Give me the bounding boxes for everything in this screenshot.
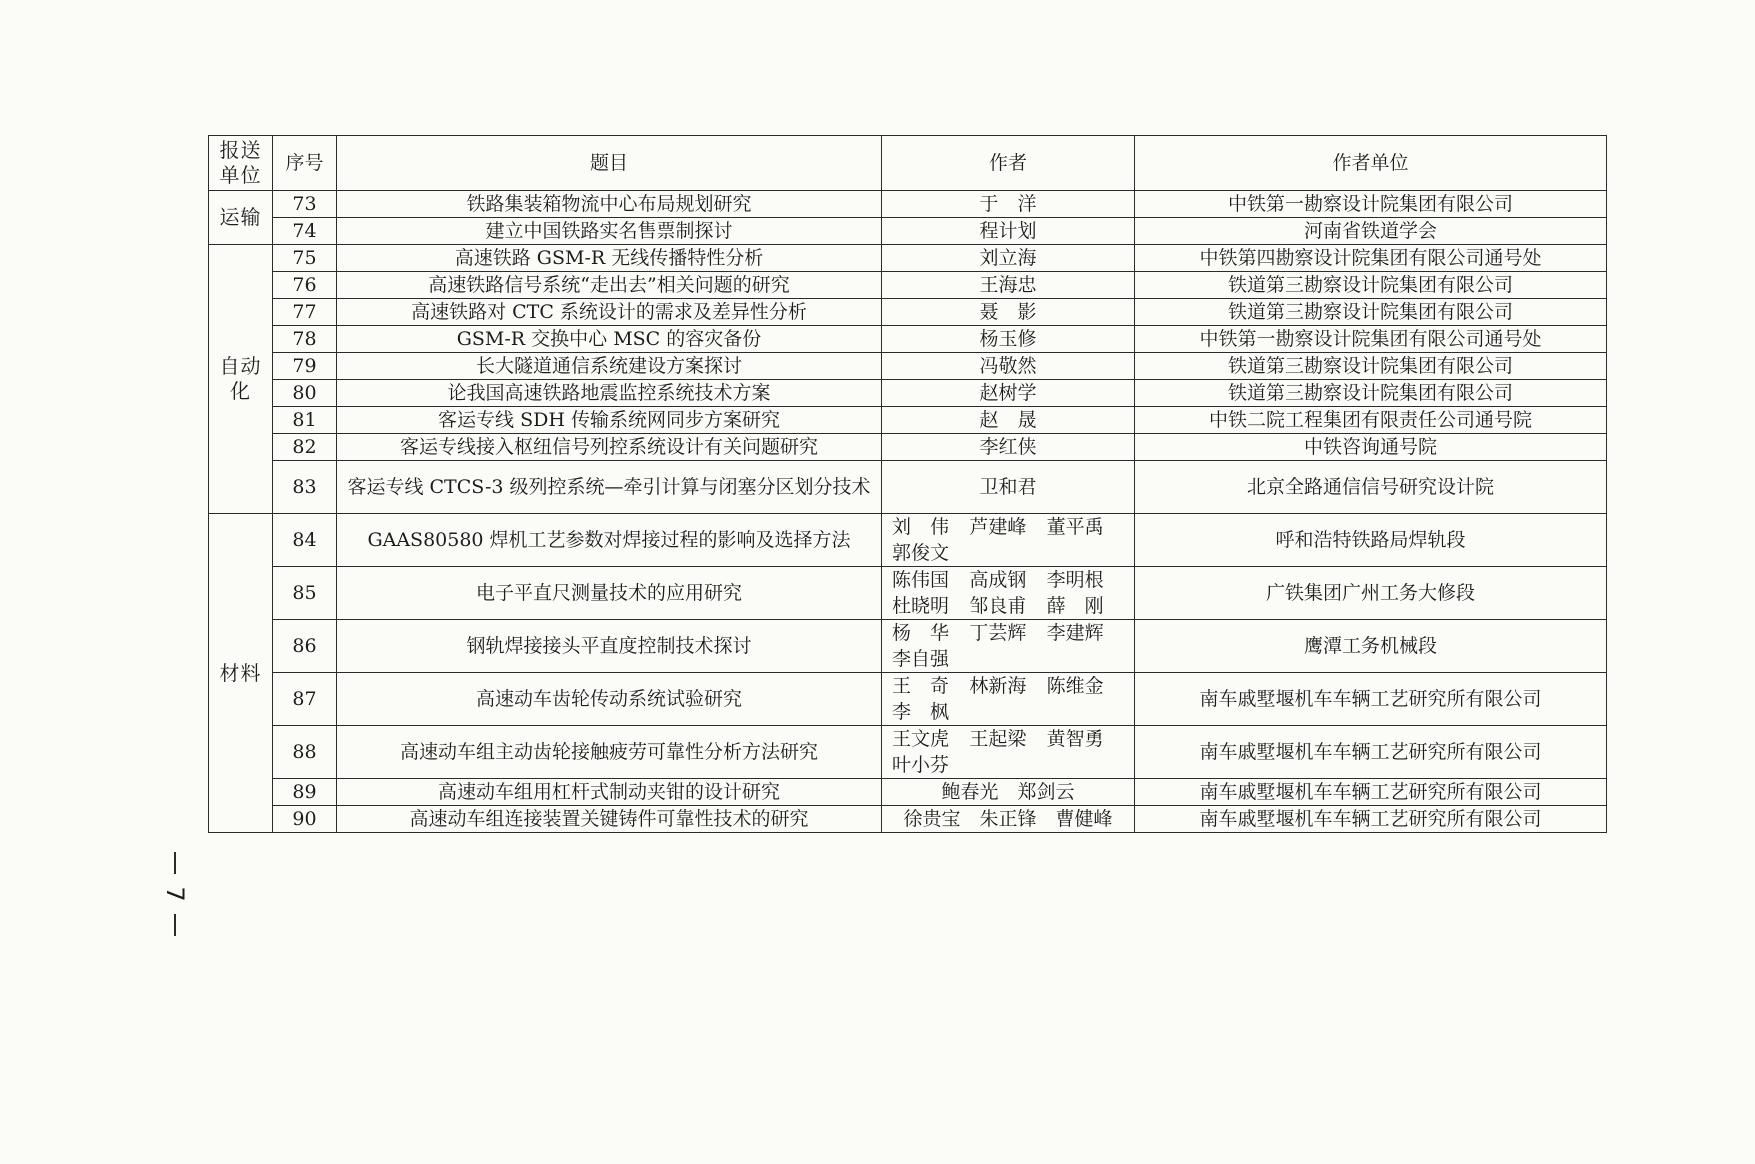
table-row xyxy=(209,434,1607,461)
organization-cell: 南车戚墅堰机车车辆工艺研究所有限公司 xyxy=(1135,726,1607,779)
author-name: 王 奇 xyxy=(892,675,950,697)
serial-number-cell: 73 xyxy=(273,191,337,218)
serial-number-cell: 89 xyxy=(273,779,337,806)
organization-cell: 中铁二院工程集团有限责任公司通号院 xyxy=(1135,407,1607,434)
serial-number-cell: 86 xyxy=(273,620,337,673)
organization-cell: 中铁第一勘察设计院集团有限公司 xyxy=(1135,191,1607,218)
organization-cell: 铁道第三勘察设计院集团有限公司 xyxy=(1135,299,1607,326)
serial-number-cell: 78 xyxy=(273,326,337,353)
serial-number-cell: 82 xyxy=(273,434,337,461)
header-author: 作者 xyxy=(882,136,1135,191)
author-grid xyxy=(886,567,1130,619)
organization-cell: 铁道第三勘察设计院集团有限公司 xyxy=(1135,353,1607,380)
authors-cell: 鲍春光 郑剑云 xyxy=(882,779,1135,806)
table-row xyxy=(209,272,1607,299)
author-grid xyxy=(886,673,1130,725)
group-unit-cell: 自动化 xyxy=(209,245,273,514)
organization-cell: 中铁咨询通号院 xyxy=(1135,434,1607,461)
title-cell: 高速铁路对 CTC 系统设计的需求及差异性分析 xyxy=(337,299,882,326)
author-grid xyxy=(886,514,1130,566)
serial-number-cell: 84 xyxy=(273,514,337,567)
author-name: 李明根 xyxy=(1046,569,1104,591)
organization-cell: 鹰潭工务机械段 xyxy=(1135,620,1607,673)
table-row xyxy=(209,191,1607,218)
organization-cell: 南车戚墅堰机车车辆工艺研究所有限公司 xyxy=(1135,779,1607,806)
author-name: 薛 刚 xyxy=(1046,595,1104,617)
title-cell: 铁路集装箱物流中心布局规划研究 xyxy=(337,191,882,218)
authors-cell xyxy=(882,726,1135,779)
author-name: 陈维金 xyxy=(1046,675,1104,697)
organization-cell: 南车戚墅堰机车车辆工艺研究所有限公司 xyxy=(1135,806,1607,833)
author-name: 李自强 xyxy=(892,648,950,670)
title-cell: 高速动车组主动齿轮接触疲劳可靠性分析方法研究 xyxy=(337,726,882,779)
authors-cell: 赵树学 xyxy=(882,380,1135,407)
serial-number-cell: 74 xyxy=(273,218,337,245)
organization-cell: 广铁集团广州工务大修段 xyxy=(1135,567,1607,620)
authors-cell: 杨玉修 xyxy=(882,326,1135,353)
table-row xyxy=(209,380,1607,407)
serial-number-cell: 76 xyxy=(273,272,337,299)
authors-cell: 刘立海 xyxy=(882,245,1135,272)
table-header-row xyxy=(209,136,1607,191)
organization-cell: 中铁第一勘察设计院集团有限公司通号处 xyxy=(1135,326,1607,353)
serial-number-cell: 83 xyxy=(273,461,337,514)
title-cell: 电子平直尺测量技术的应用研究 xyxy=(337,567,882,620)
organization-cell: 北京全路通信信号研究设计院 xyxy=(1135,461,1607,514)
group-unit-cell: 材料 xyxy=(209,514,273,833)
author-name: 高成钢 xyxy=(969,569,1027,591)
title-cell: 建立中国铁路实名售票制探讨 xyxy=(337,218,882,245)
header-org: 作者单位 xyxy=(1135,136,1607,191)
author-name: 邹良甫 xyxy=(969,595,1027,617)
authors-cell xyxy=(882,567,1135,620)
organization-cell: 呼和浩特铁路局焊轨段 xyxy=(1135,514,1607,567)
table-row xyxy=(209,245,1607,272)
table-row xyxy=(209,461,1607,514)
author-name: 刘 伟 xyxy=(892,516,950,538)
title-cell: 高速动车组连接装置关键铸件可靠性技术的研究 xyxy=(337,806,882,833)
authors-cell xyxy=(882,514,1135,567)
authors-cell: 王海忠 xyxy=(882,272,1135,299)
serial-number-cell: 87 xyxy=(273,673,337,726)
table-row xyxy=(209,353,1607,380)
title-cell: 论我国高速铁路地震监控系统技术方案 xyxy=(337,380,882,407)
author-name: 李 枫 xyxy=(892,701,950,723)
organization-cell: 河南省铁道学会 xyxy=(1135,218,1607,245)
table-row xyxy=(209,326,1607,353)
authors-cell: 李红侠 xyxy=(882,434,1135,461)
organization-cell: 铁道第三勘察设计院集团有限公司 xyxy=(1135,380,1607,407)
title-cell: GAAS80580 焊机工艺参数对焊接过程的影响及选择方法 xyxy=(337,514,882,567)
table-row xyxy=(209,806,1607,833)
title-cell: 钢轨焊接接头平直度控制技术探讨 xyxy=(337,620,882,673)
header-title: 题目 xyxy=(337,136,882,191)
serial-number-cell: 81 xyxy=(273,407,337,434)
authors-cell: 赵 晟 xyxy=(882,407,1135,434)
authors-cell xyxy=(882,620,1135,673)
title-cell: 高速铁路信号系统“走出去”相关问题的研究 xyxy=(337,272,882,299)
serial-number-cell: 75 xyxy=(273,245,337,272)
author-name: 杜晓明 xyxy=(892,595,950,617)
serial-number-cell: 88 xyxy=(273,726,337,779)
title-cell: 高速铁路 GSM-R 无线传播特性分析 xyxy=(337,245,882,272)
table-row xyxy=(209,620,1607,673)
serial-number-cell: 79 xyxy=(273,353,337,380)
title-cell: 客运专线 SDH 传输系统网同步方案研究 xyxy=(337,407,882,434)
table-row xyxy=(209,673,1607,726)
title-cell: 长大隧道通信系统建设方案探讨 xyxy=(337,353,882,380)
title-cell: 高速动车组用杠杆式制动夹钳的设计研究 xyxy=(337,779,882,806)
title-cell: 高速动车齿轮传动系统试验研究 xyxy=(337,673,882,726)
title-cell: GSM-R 交换中心 MSC 的容灾备份 xyxy=(337,326,882,353)
organization-cell: 中铁第四勘察设计院集团有限公司通号处 xyxy=(1135,245,1607,272)
serial-number-cell: 90 xyxy=(273,806,337,833)
table-row xyxy=(209,514,1607,567)
serial-number-cell: 80 xyxy=(273,380,337,407)
author-name: 王起梁 xyxy=(969,728,1027,750)
author-name: 李建辉 xyxy=(1046,622,1104,644)
author-name: 丁芸辉 xyxy=(969,622,1027,644)
title-cell: 客运专线接入枢纽信号列控系统设计有关问题研究 xyxy=(337,434,882,461)
author-name: 芦建峰 xyxy=(969,516,1027,538)
authors-cell: 聂 影 xyxy=(882,299,1135,326)
authors-cell xyxy=(882,673,1135,726)
title-cell: 客运专线 CTCS-3 级列控系统—牵引计算与闭塞分区划分技术 xyxy=(337,461,882,514)
organization-cell: 铁道第三勘察设计院集团有限公司 xyxy=(1135,272,1607,299)
table-row xyxy=(209,299,1607,326)
table-row xyxy=(209,726,1607,779)
authors-cell: 徐贵宝 朱正锋 曹健峰 xyxy=(882,806,1135,833)
table-row xyxy=(209,779,1607,806)
group-unit-cell: 运输 xyxy=(209,191,273,245)
header-unit: 报送单位 xyxy=(209,136,273,191)
author-name: 叶小芬 xyxy=(892,754,950,776)
author-grid xyxy=(886,620,1130,672)
header-no: 序号 xyxy=(273,136,337,191)
table-row xyxy=(209,407,1607,434)
author-name: 王文虎 xyxy=(892,728,950,750)
serial-number-cell: 77 xyxy=(273,299,337,326)
authors-cell: 冯敬然 xyxy=(882,353,1135,380)
authors-cell: 程计划 xyxy=(882,218,1135,245)
author-name: 陈伟国 xyxy=(892,569,950,591)
table-row xyxy=(209,567,1607,620)
author-name: 林新海 xyxy=(969,675,1027,697)
author-grid xyxy=(886,726,1130,778)
page-number: 7 xyxy=(161,886,189,902)
author-name: 杨 华 xyxy=(892,622,950,644)
author-name: 郭俊文 xyxy=(892,542,950,564)
page-number-marker xyxy=(160,852,190,936)
authors-cell: 于 洋 xyxy=(882,191,1135,218)
authors-cell: 卫和君 xyxy=(882,461,1135,514)
author-name: 黄智勇 xyxy=(1046,728,1104,750)
table-row xyxy=(209,218,1607,245)
serial-number-cell: 85 xyxy=(273,567,337,620)
organization-cell: 南车戚墅堰机车车辆工艺研究所有限公司 xyxy=(1135,673,1607,726)
paper-list-table xyxy=(208,135,1607,833)
author-name: 董平禹 xyxy=(1046,516,1104,538)
